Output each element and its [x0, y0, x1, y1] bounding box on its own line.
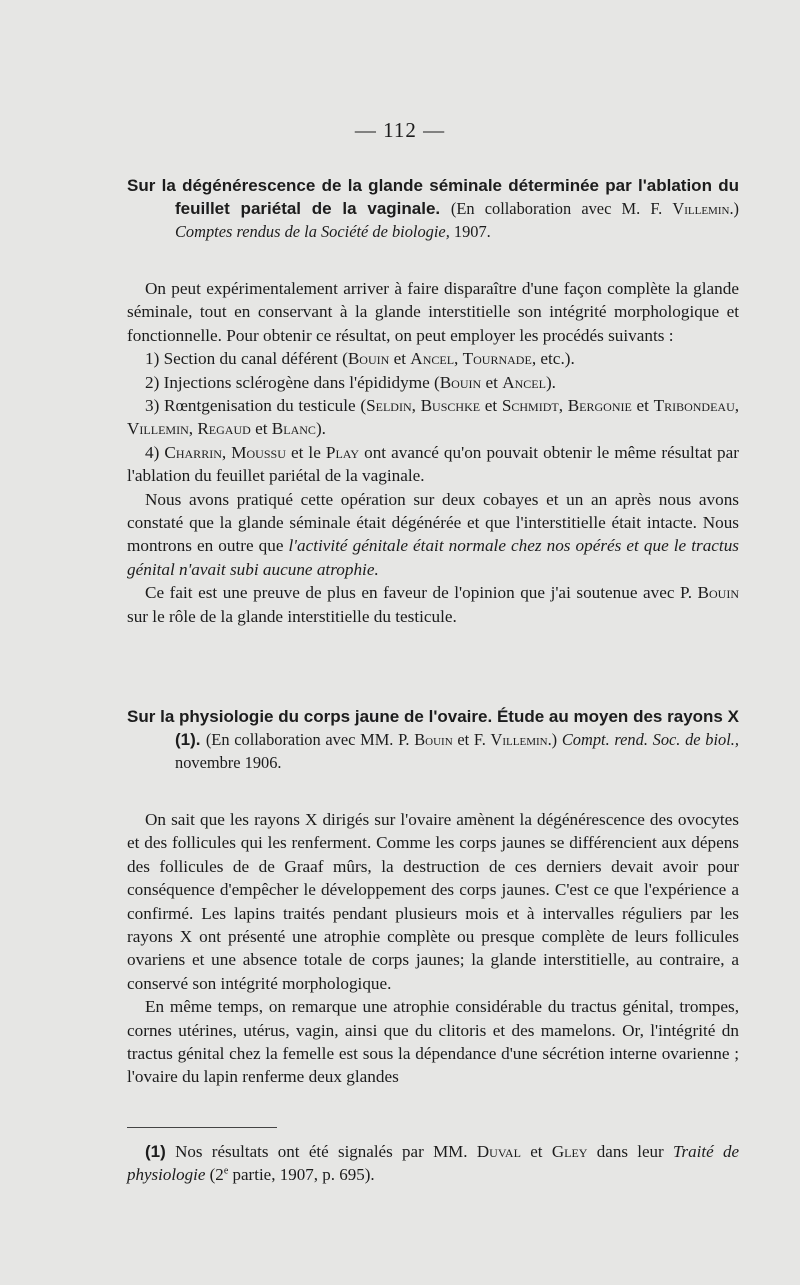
- section-heading: [127, 174, 739, 243]
- author-name: Play: [325, 442, 360, 462]
- author-name: Blanc: [271, 419, 316, 439]
- text-run: Ce fait est une preuve de plus en faveur de l'opinion que j'ai soutenue avec P.: [145, 583, 698, 603]
- text-run: et: [389, 349, 411, 369]
- footnote-marker: (1): [145, 1142, 166, 1161]
- author-name: Bouin: [697, 583, 739, 603]
- text-run: partie, 1907, p. 695).: [228, 1165, 375, 1184]
- text-run: sur le rôle de la glande interstitielle du testicule.: [127, 606, 457, 626]
- citation: [175, 730, 739, 772]
- list-item: [127, 371, 739, 394]
- author-name: Buschke: [420, 396, 481, 416]
- text-run: dans leur: [587, 1142, 673, 1161]
- author-name: Tribondeau: [653, 396, 735, 416]
- author-name: Duval: [476, 1142, 521, 1161]
- author-name: Bouin: [439, 372, 482, 392]
- citation-text: (En collaboration avec MM. P.: [205, 730, 415, 749]
- list-item: [127, 347, 739, 370]
- footnote: [127, 1140, 739, 1186]
- author-name: Charrin: [164, 442, 222, 462]
- superscript: e: [223, 1165, 229, 1177]
- section-title: Sur la dégénérescence de la glande séminale déterminée par l'ablation du feuillet pariétal de la vaginale.: [127, 176, 739, 218]
- text-run: ont avancé qu'on pouvait obtenir le même résultat par l'ablation du feuillet pariétal de la vaginale.: [127, 442, 739, 486]
- text-run: Nos résultats ont été signalés par MM.: [165, 1142, 477, 1161]
- citation-text: .): [729, 199, 739, 218]
- text-run: ,: [188, 419, 198, 439]
- paragraph: On peut expérimentalement arriver à faire disparaître d'une façon complète la glande séminale, tout en conservant à la glande interstitielle son intégrité morphologique et fonctionnelle. Pour obtenir ce résultat, on peut employer les procédés suivants :: [127, 279, 739, 345]
- footnote-divider: [127, 1127, 277, 1128]
- text-run: ).: [315, 419, 326, 439]
- text-run: ).: [545, 372, 556, 392]
- author-name: Moussu: [231, 442, 286, 462]
- paragraph: On sait que les rayons X dirigés sur l'ovaire amènent la dégénérescence des ovocytes et des follicules qui les renferment. Comme les corps jaunes se différencient aux dépens des follicules de de Graaf mûrs, la destruction de ces derniers devait avoir pour conséquence d'empêcher le développement des corps jaunes. C'est ce que l'expérience a confirmé. Les lapins traités pendant plusieurs mois et à intervalles réguliers par les rayons X ont présenté une atrophie complète ou presque complète de leurs follicules ovariens et une absence totale de corps jaunes; la glande interstitielle, au contraire, a conservé son intégrité morphologique.: [127, 810, 739, 993]
- text-run: ,: [734, 396, 740, 416]
- text-run: et: [480, 396, 502, 416]
- section-heading: [127, 705, 739, 774]
- author-name: Seldin: [366, 396, 412, 416]
- text-run: ,: [411, 396, 421, 416]
- text-run: 1) Section du canal déférent (: [145, 349, 348, 369]
- author-name: Gley: [551, 1142, 588, 1161]
- text-run: et: [631, 396, 654, 416]
- text-run: 2) Injections sclérogène dans l'épididyme (: [145, 372, 440, 392]
- paragraph: [127, 581, 739, 628]
- section-corps-jaune: [127, 705, 739, 1089]
- citation-text: (En collaboration avec M. F.: [450, 199, 673, 218]
- book-title: Traité de physiologie: [127, 1142, 739, 1184]
- citation-year: 1907.: [449, 222, 491, 241]
- text-run: et: [250, 419, 272, 439]
- author-name: Schmidt: [501, 396, 559, 416]
- emphasis: l'activité génitale était normale chez nos opérés et que le tractus génital n'avait subi aucune atrophie.: [127, 536, 739, 579]
- journal-name: Compt. rend. Soc. de biol.,: [561, 730, 739, 749]
- citation-date: novembre 1906.: [175, 753, 282, 772]
- section-degenerescence: [127, 174, 739, 628]
- text-run: 3) Rœntgenisation du testicule (: [145, 396, 367, 416]
- author-name: Bouin: [414, 730, 453, 749]
- page-number: — 112 —: [354, 118, 446, 142]
- text-run: 4): [145, 442, 165, 462]
- text-run: ,: [454, 349, 463, 369]
- text-run: ,: [221, 442, 232, 462]
- author-name: Bouin: [347, 349, 390, 369]
- citation-text: .): [547, 730, 562, 749]
- author-name: Tournade: [462, 349, 532, 369]
- author-name: Villemin: [672, 199, 730, 218]
- author-name: Bergonie: [567, 396, 632, 416]
- list-item: [127, 441, 739, 488]
- text-run: et: [520, 1142, 552, 1161]
- text-run: ,: [558, 396, 568, 416]
- citation-text: et F.: [452, 730, 491, 749]
- text-run: Nous avons pratiqué cette opération sur deux cobayes et un an après nous avons constaté que la glande séminale était dégénérée et que l'interstitielle était intacte. Nous montrons en outre que: [127, 489, 739, 556]
- journal-name: Comptes rendus de la Société de biologie,: [175, 222, 450, 241]
- text-run: , etc.).: [531, 349, 575, 369]
- paragraph: En même temps, on remarque une atrophie considérable du tractus génital, trompes, cornes utérines, utérus, vagin, ainsi que du clitoris et des mamelons. Or, l'intégrité dn tractus génital chez la femelle est sous la dépendance d'une sécrétion interne ovarienne ; l'ovaire du lapin renferme deux glandes: [127, 997, 739, 1087]
- paragraph: [127, 488, 739, 582]
- text-run: (2: [205, 1165, 224, 1184]
- section-title: Sur la physiologie du corps jaune de l'ovaire. Étude au moyen des rayons X (1).: [127, 707, 739, 749]
- author-name: Villemin: [490, 730, 548, 749]
- author-name: Villemin: [127, 419, 189, 439]
- author-name: Ancel: [502, 372, 546, 392]
- list-item: [127, 394, 739, 441]
- text-run: et: [481, 372, 503, 392]
- author-name: Regaud: [197, 419, 251, 439]
- text-run: et le: [285, 442, 326, 462]
- author-name: Ancel: [410, 349, 455, 369]
